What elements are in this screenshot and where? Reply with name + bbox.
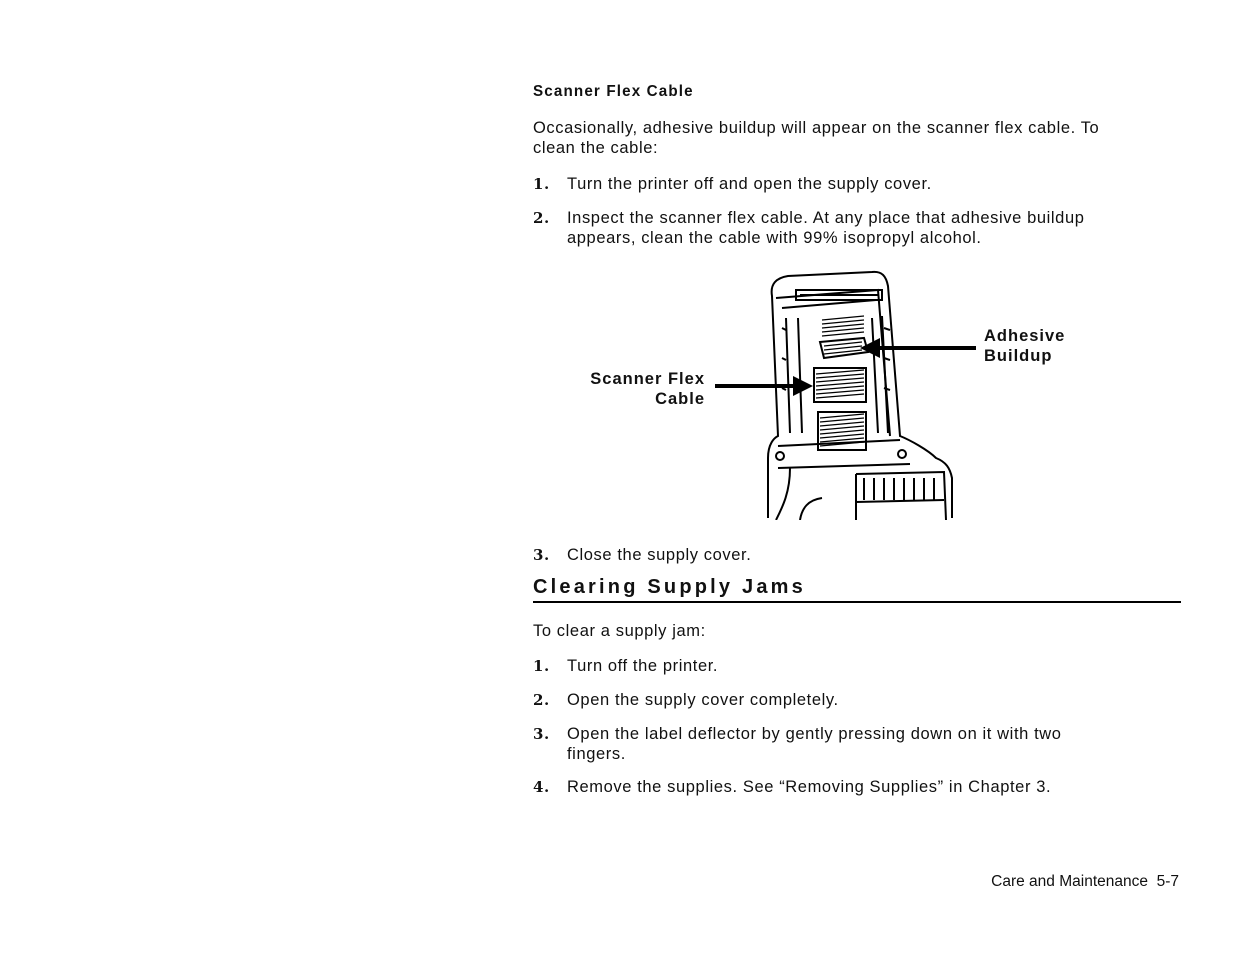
- page-footer: Care and Maintenance 5-7: [991, 873, 1179, 890]
- section-heading-scanner-flex-cable: Scanner Flex Cable: [533, 83, 694, 100]
- section-heading-clearing-supply-jams: Clearing Supply Jams: [533, 576, 1181, 603]
- step-number: 1.: [533, 657, 550, 675]
- callout-line: Adhesive: [984, 327, 1066, 345]
- step-text: Close the supply cover.: [567, 546, 752, 564]
- step-number: 2.: [533, 691, 550, 709]
- callout-scanner-flex-cable: [560, 370, 705, 409]
- step-text: Open the label deflector by gently pressing down on it with two: [567, 725, 1062, 743]
- step-number: 3.: [533, 546, 550, 564]
- arrow-to-scanner-flex-cable: [715, 373, 815, 399]
- step-text: Inspect the scanner flex cable. At any place that adhesive buildup: [567, 209, 1085, 227]
- callout-line: Cable: [655, 389, 705, 408]
- intro-line: clean the cable:: [533, 139, 659, 157]
- intro-paragraph: [533, 118, 1181, 158]
- intro-paragraph: [533, 621, 1181, 641]
- step-number: 2.: [533, 209, 550, 227]
- step-text: Turn the printer off and open the supply cover.: [567, 175, 932, 193]
- step-text: Remove the supplies. See “Removing Supplies” in Chapter 3.: [567, 778, 1052, 796]
- step-text: Open the supply cover completely.: [567, 691, 839, 709]
- step-number: 1.: [533, 175, 550, 193]
- intro-line: To clear a supply jam:: [533, 622, 706, 640]
- arrow-to-adhesive-buildup: [860, 335, 976, 361]
- step-number: 4.: [533, 778, 550, 796]
- callout-line: Buildup: [984, 346, 1053, 365]
- step-text: Turn off the printer.: [567, 657, 719, 675]
- callout-line: Scanner Flex: [590, 370, 705, 388]
- step-text: fingers.: [567, 744, 626, 763]
- step-number: 3.: [533, 725, 550, 743]
- callout-adhesive-buildup: [984, 327, 1065, 366]
- intro-line: Occasionally, adhesive buildup will appear on the scanner flex cable. To: [533, 119, 1100, 137]
- step-text: appears, clean the cable with 99% isopropyl alcohol.: [567, 228, 982, 247]
